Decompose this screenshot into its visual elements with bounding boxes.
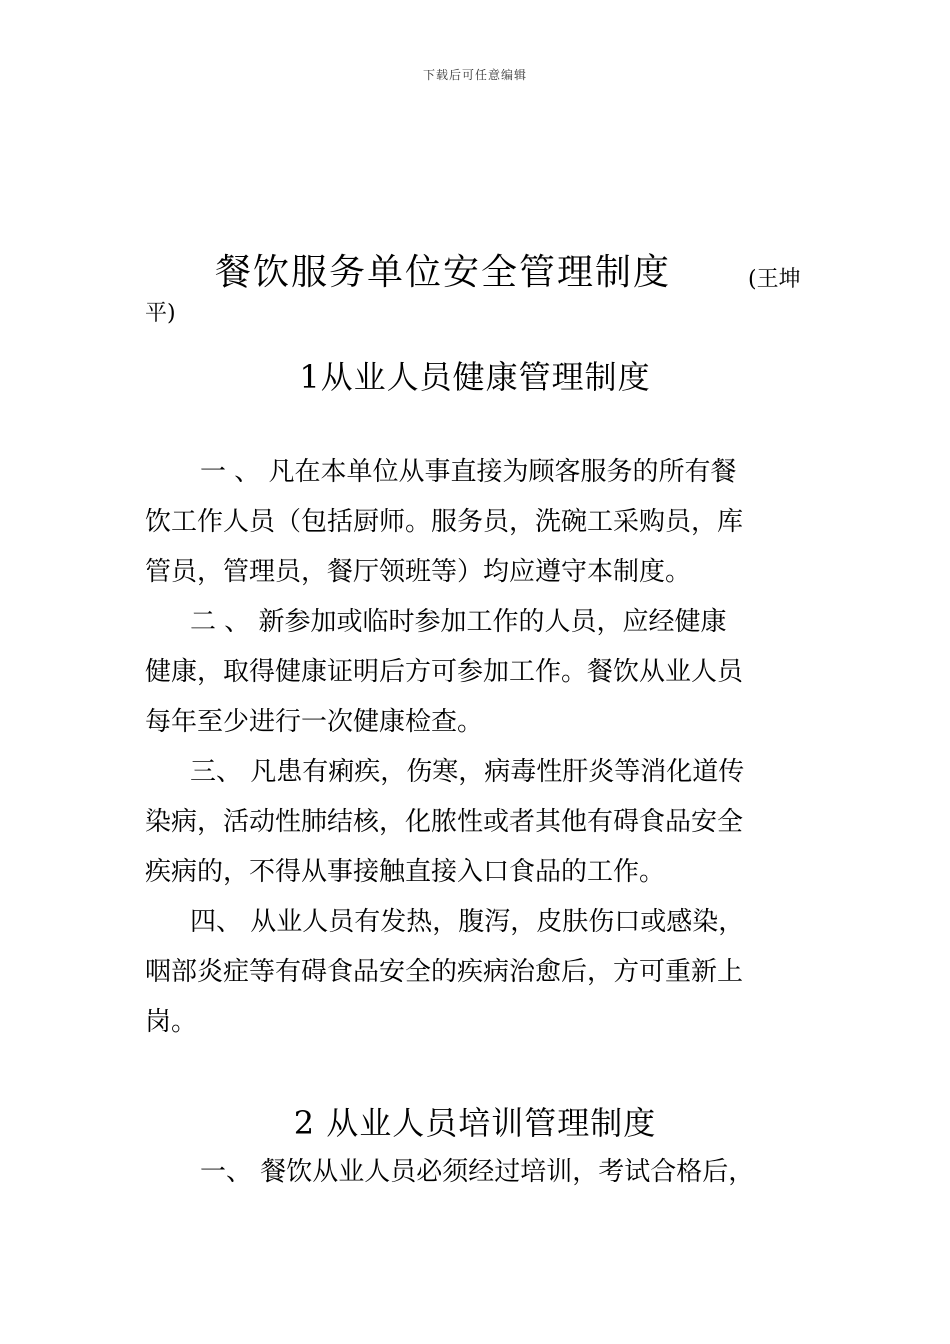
author-name-continued: 平) <box>145 301 176 326</box>
author-name: (王坤 <box>748 267 801 292</box>
paragraph-line: 一、 餐饮从业人员必须经过培训，考试合格后， <box>200 1157 755 1187</box>
paragraph-line: 每年至少进行一次健康检查。 <box>145 707 484 737</box>
paragraph-line: 二 、 新参加或临时参加工作的人员，应经健康 <box>190 607 727 637</box>
paragraph-line: 健康，取得健康证明后方可参加工作。餐饮从业人员 <box>145 657 744 687</box>
paragraph-line: 染病，活动性肺结核，化脓性或者其他有碍食品安全 <box>145 807 744 837</box>
paragraph-line: 饮工作人员（包括厨师。服务员，洗碗工采购员，库 <box>145 507 744 537</box>
paragraph-line: 四、 从业人员有发热，腹泻，皮肤伤口或感染， <box>190 907 745 937</box>
paragraph-line: 三、 凡患有痢疾，伤寒，病毒性肝炎等消化道传 <box>190 757 745 787</box>
paragraph-line: 咽部炎症等有碍食品安全的疾病治愈后，方可重新上 <box>145 957 744 987</box>
section-title-training: 2 从业人员培训管理制度 <box>293 1104 657 1142</box>
document-title: 餐饮服务单位安全管理制度 <box>215 252 672 293</box>
paragraph-line: 一 、 凡在本单位从事直接为顾客服务的所有餐 <box>200 457 737 487</box>
paragraph-line: 岗。 <box>145 1007 198 1037</box>
section-title-health: 1从业人员健康管理制度 <box>299 358 651 396</box>
paragraph-line: 疾病的，不得从事接触直接入口食品的工作。 <box>145 857 666 887</box>
paragraph-line: 管员，管理员，餐厅领班等）均应遵守本制度。 <box>145 557 692 587</box>
header-note: 下载后可任意编辑 <box>422 68 527 82</box>
